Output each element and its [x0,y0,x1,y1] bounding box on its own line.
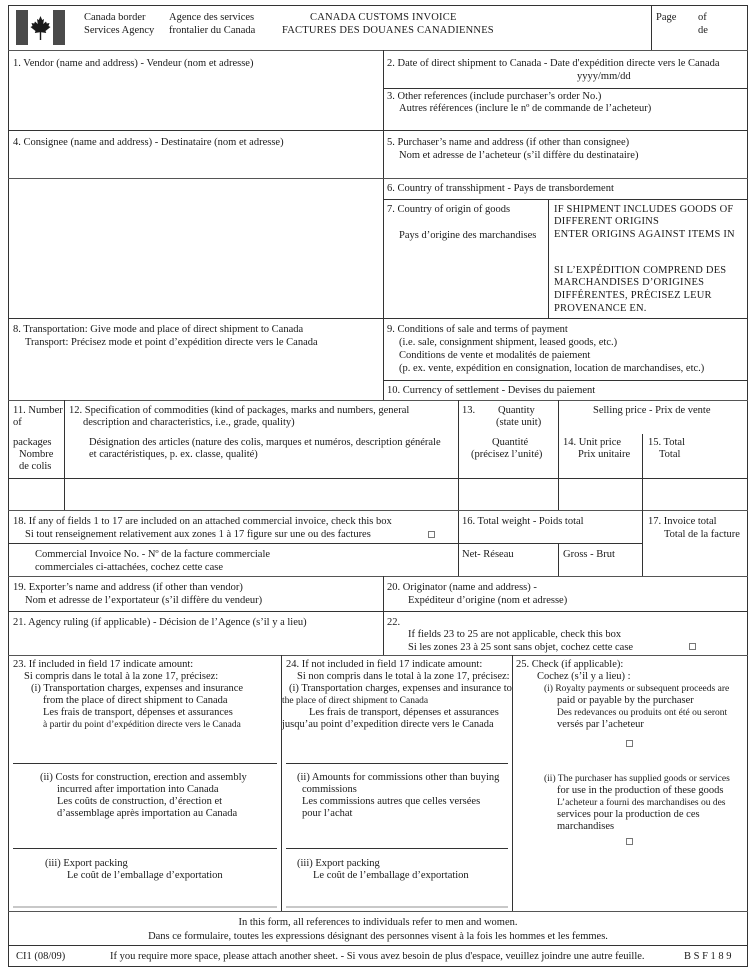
field23-i-area[interactable] [9,656,281,763]
field25-ii-line5: marchandises [557,821,615,832]
number-of-packages-header [9,401,64,478]
field25-area [513,656,747,911]
field25-ii-line2: for use in the production of these goods [557,785,724,796]
field24-ii-line2: commissions [302,784,357,795]
field25-i-line2: paid or payable by the purchaser [557,695,694,706]
originator-label-en: 20. Originator (name and address) - [387,582,537,593]
quantity-label-3: Quantité [492,437,529,448]
other-references-label-fr: Autres références (inclure le nº de commande de l’acheteur) [399,103,652,114]
field24-ii-area[interactable] [282,764,512,848]
packages-label-3: packages [13,437,52,448]
consignee-label: 4. Consignee (name and address) - Destinataire (nom et adresse) [13,137,284,148]
page-of-label: of [698,12,707,23]
origin-note-fr-4: PROVENANCE EN. [554,303,647,314]
net-weight-label: Net- Réseau [462,549,514,560]
field25-heading-en: 25. Check (if applicable): [516,659,624,670]
field25-i-line3: Des redevances ou produits ont été ou seront [557,708,728,718]
field25-i-line4: versés par l’acheteur [557,719,644,730]
conditions-label-1: 9. Conditions of sale and terms of payment [387,324,568,335]
field23-ii-line4: d’assemblage après importation au Canada [57,808,238,819]
field24-i-line4: jusqu’au point d’expedition directe vers le Canada [282,719,494,730]
field22-label-en: If fields 23 to 25 are not applicable, check this box [408,629,622,640]
exporter-label-fr: Nom et adresse de l’exportateur (s’il diffère du vendeur) [25,595,263,606]
field23-iii-line2: Le coût de l’emballage d’exportation [67,870,223,881]
gross-weight-label: Gross - Brut [563,549,615,560]
field23-i-line1: (i) Transportation charges, expenses and insurance [31,683,244,694]
field25-heading-fr: Cochez (s’il y a lieu) : [537,671,631,682]
field18-checkbox[interactable] [428,531,435,538]
commodities-header [65,401,458,478]
field23-i-line4: à partir du point d’expédition directe vers le Canada [43,720,241,730]
quantity-num: 13. [462,405,476,416]
gender-note [9,913,747,944]
field23-ii-line2: incurred after importation into Canada [57,784,219,795]
agency-ruling-field[interactable] [9,612,382,655]
origin-note-fr-2: MARCHANDISES D’ORIGINES [554,277,705,288]
transshipment-country-field[interactable] [384,179,747,199]
field24-ii-line1: (ii) Amounts for commissions other than buying [297,772,500,783]
vendor-label: 1. Vendor (name and address) - Vendeur (nom et adresse) [13,58,254,69]
other-references-field[interactable] [384,89,747,130]
packages-input-cell[interactable] [9,479,64,510]
field25-ii-line1: (ii) The purchaser has supplied goods or services [544,774,730,784]
field24-i-line3: Les frais de transport, dépenses et assurances [309,707,499,718]
agency-fr-line2: frontalier du Canada [169,25,256,36]
quantity-label-1: Quantity [498,405,535,416]
quantity-label-4: (précisez l’unité) [471,449,543,460]
field24-heading-en: 24. If not included in field 17 indicate amount: [286,659,483,670]
total-weight-header [459,511,642,543]
shipment-date-field[interactable] [384,51,747,88]
currency-field[interactable] [384,381,747,400]
quantity-header [459,401,558,478]
form-code: CI1 (08/09) [16,951,66,962]
form-title-en: CANADA CUSTOMS INVOICE [310,12,457,23]
commodities-label-4: et caractéristiques, p. ex. classe, qualité) [89,449,258,460]
gender-note-fr: Dans ce formulaire, toutes les expressions désignant des personnes visent à la fois les hommes et les femmes. [148,930,608,942]
commercial-invoice-check-area [9,511,458,543]
field24-ii-line3: Les commissions autres que celles versées [302,796,481,807]
form-title-fr: FACTURES DES DOUANES CANADIENNES [282,25,494,36]
selling-price-header: Selling price - Prix de vente [593,405,711,416]
form-id: B S F 1 8 9 [684,951,732,962]
gross-weight-field[interactable] [559,544,642,576]
field23-i-line3: Les frais de transport, dépenses et assurances [43,707,233,718]
field24-ii-line4: pour l’achat [302,808,353,819]
agency-ruling-label: 21. Agency ruling (if applicable) - Décision de l’Agence (s’il y a lieu) [13,617,307,628]
origin-note [549,200,747,318]
agency-fr-line1: Agence des services [169,12,255,23]
origin-note-en-1: IF SHIPMENT INCLUDES GOODS OF [554,204,734,215]
commodities-label-3: Désignation des articles (nature des colis, marques et numéros, description générale [89,437,441,448]
field23-iii-area[interactable] [9,849,281,909]
total-header [643,435,747,478]
unit-price-label-2: Prix unitaire [578,449,631,460]
packages-label-4: Nombre [19,449,54,460]
consignee-field[interactable] [9,131,382,178]
quantity-label-2: (state unit) [496,417,542,428]
purchaser-label-en: 5. Purchaser’s name and address (if other than consignee) [387,137,630,148]
packages-label-5: de colis [19,461,52,472]
origin-note-fr-1: SI L’EXPÉDITION COMPREND DES [554,265,727,276]
originator-field[interactable] [384,577,747,611]
field23-ii-area[interactable] [9,764,281,848]
field23-ii-line3: Les coûts de construction, d’érection et [57,796,223,807]
consignee-continuation-area[interactable] [9,179,382,318]
packages-label-1: 11. Number [13,405,63,416]
exporter-label-en: 19. Exporter’s name and address (if other than vendor) [13,582,243,593]
conditions-of-sale-field[interactable] [384,319,747,380]
field25-ii-line3: L’acheteur a fourni des marchandises ou des [557,798,726,808]
invoice-total-field[interactable] [643,511,747,576]
total-label-1: 15. Total [648,437,685,448]
other-references-label-en: 3. Other references (include purchaser’s order No.) [387,91,602,102]
canada-flag-icon [16,10,65,45]
field24-i-area[interactable] [282,656,512,763]
net-weight-field[interactable] [459,544,558,576]
purchaser-field[interactable] [384,131,747,178]
more-space-note: If you require more space, please attach another sheet. - Si vous avez besoin de plus d'espace, veuillez joindre une autre feuille. [110,951,645,962]
conditions-label-2: (i.e. sale, consignment shipment, leased goods, etc.) [399,337,618,348]
field23-ii-line1: (ii) Costs for construction, erection and assembly [40,772,247,783]
field18-label-1: 18. If any of fields 1 to 17 are included on an attached commercial invoice, check this box [13,516,392,527]
field24-iii-area[interactable] [282,849,512,909]
exporter-field[interactable] [9,577,382,611]
field18-sub-1: Commercial Invoice No. - Nº de la facture commerciale [35,549,271,560]
transportation-field[interactable] [9,319,382,400]
field22-label-fr: Si les zones 23 à 25 sont sans objet, cochez cette case [408,642,634,653]
transportation-label-en: 8. Transportation: Give mode and place of direct shipment to Canada [13,324,304,335]
invoice-total-label-2: Total de la facture [664,529,740,540]
origin-note-en-2: DIFFERENT ORIGINS [554,216,660,227]
invoice-total-label-1: 17. Invoice total [648,516,717,527]
commodities-input-cell[interactable] [65,479,458,510]
total-weight-label: 16. Total weight - Poids total [462,516,584,527]
field25-i-line1: (i) Royalty payments or subsequent proceeds are [544,684,730,694]
gender-note-en: In this form, all references to individuals refer to men and women. [238,917,518,928]
originator-label-fr: Expéditeur d’origine (nom et adresse) [408,595,568,606]
commodities-label-1: 12. Specification of commodities (kind of packages, marks and numbers, general [69,405,410,416]
transshipment-label: 6. Country of transshipment - Pays de transbordement [387,183,614,194]
transportation-label-fr: Transport: Précisez mode et point d’expédition directe vers le Canada [25,337,318,348]
total-label-2: Total [659,449,681,460]
origin-note-en-3: ENTER ORIGINS AGAINST ITEMS IN [554,229,735,240]
field23-heading-fr: Si compris dans le total à la zone 17, précisez: [24,671,219,682]
quantity-input-cell[interactable] [459,479,558,510]
unit-price-input-cell[interactable] [559,479,642,510]
origin-note-fr-3: DIFFÉRENTES, PRÉCISEZ LEUR [554,290,712,301]
field22-checkbox[interactable] [689,643,696,650]
commodities-label-2: description and characteristics, i.e., grade, quality) [83,417,295,428]
packages-label-2: of [13,417,22,428]
unit-price-label-1: 14. Unit price [563,437,622,448]
total-input-cell[interactable] [643,479,747,510]
origin-label-fr: Pays d’origine des marchandises [399,230,537,241]
purchaser-label-fr: Nom et adresse de l’acheteur (s’il diffère du destinataire) [399,150,639,161]
unit-price-header [559,435,642,478]
field24-heading-fr: Si non compris dans le total à la zone 17, précisez: [297,671,510,682]
field24-iii-line1: (iii) Export packing [297,858,380,869]
field25-ii-line4: services pour la production de ces [557,809,700,820]
field23-i-line2: from the place of direct shipment to Canada [43,695,228,706]
field22-num: 22. [387,617,401,628]
page-label: Page [656,12,677,23]
commercial-invoice-number-field[interactable] [9,544,458,576]
date-format-hint: yyyy/mm/dd [577,71,631,82]
field23-heading-en: 23. If included in field 17 indicate amount: [13,659,194,670]
field23-iii-line1: (iii) Export packing [45,858,128,869]
agency-en-line1: Canada border [84,12,146,23]
field18-sub-2: commerciales ci-attachées, cochez cette case [35,562,224,573]
origin-label-en: 7. Country of origin of goods [387,204,511,215]
field24-iii-line2: Le coût de l’emballage d’exportation [313,870,469,881]
agency-en-line2: Services Agency [84,25,155,36]
field24-i-line1: (i) Transportation charges, expenses and insurance to [289,683,512,694]
shipment-date-label: 2. Date of direct shipment to Canada - Date d'expédition directe vers le Canada [387,58,720,69]
currency-label: 10. Currency of settlement - Devises du paiement [387,385,596,396]
conditions-label-3: Conditions de vente et modalités de paiement [399,350,591,361]
conditions-label-4: (p. ex. vente, expédition en consignation, location de marchandises, etc.) [399,363,705,374]
field24-i-line2: the place of direct shipment to Canada [282,696,429,706]
origin-country-field[interactable] [384,200,548,318]
page-de-label: de [698,25,708,36]
field25-ii-checkbox[interactable] [626,838,633,845]
field18-label-2: Si tout renseignement relativement aux zones 1 à 17 figure sur une ou des factures [25,529,371,540]
field25-i-checkbox[interactable] [626,740,633,747]
